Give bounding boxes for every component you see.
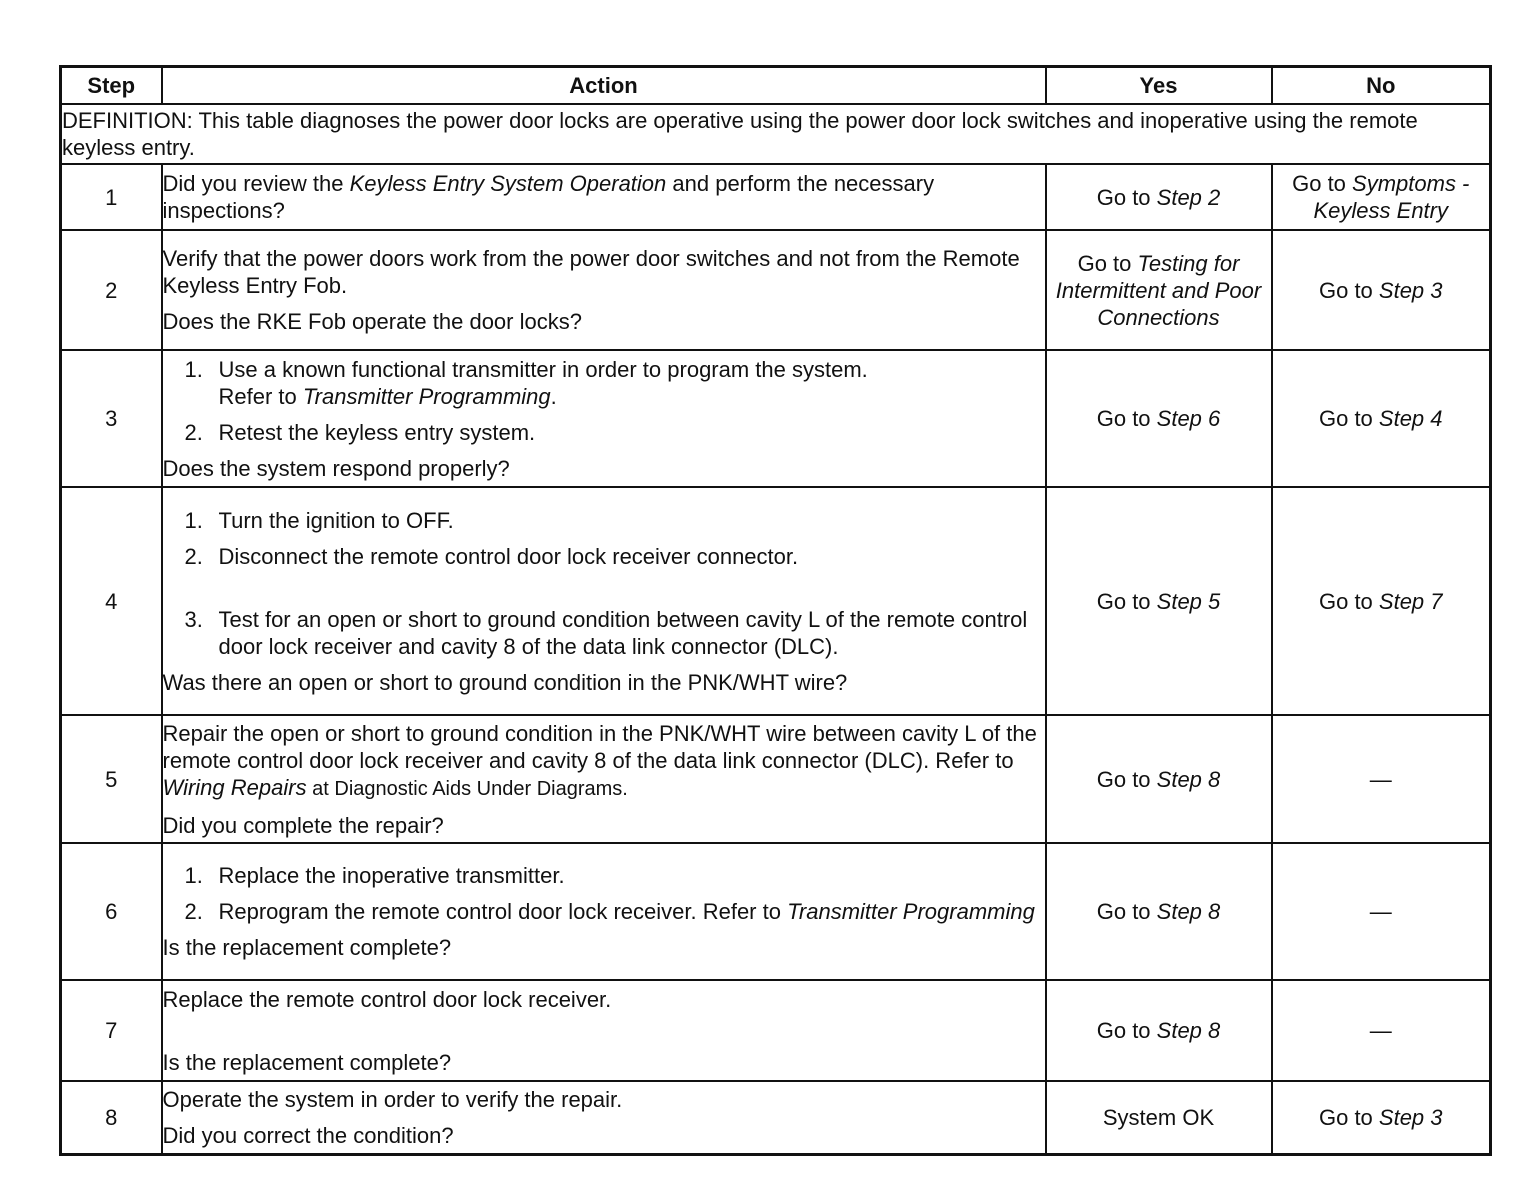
- step-number: 7: [61, 980, 162, 1081]
- yes-cell: Go to Step 8: [1046, 980, 1272, 1081]
- no-cell: —: [1272, 980, 1491, 1081]
- diagnostic-table: [59, 65, 1492, 1156]
- table-row: [61, 164, 1491, 230]
- action-cell: [162, 230, 1046, 350]
- action-text: Replace the remote control door lock receiver.: [162, 986, 612, 1012]
- action-question: Does the RKE Fob operate the door locks?: [162, 309, 582, 334]
- list-item: 2. Disconnect the remote control door lock receiver connector.: [184, 543, 799, 569]
- header-row: [61, 67, 1491, 105]
- step-number: 6: [61, 843, 162, 980]
- table-row: [61, 1081, 1491, 1154]
- header-no: No: [1272, 67, 1491, 105]
- action-question: Did you correct the condition?: [162, 1122, 454, 1148]
- header-step: Step: [61, 67, 162, 105]
- no-cell: Go to Step 7: [1272, 487, 1491, 715]
- action-cell: [162, 487, 1046, 715]
- no-cell: —: [1272, 843, 1491, 980]
- list-item: 1. Replace the inoperative transmitter.: [184, 863, 565, 888]
- yes-cell: Go to Step 5: [1046, 487, 1272, 715]
- step-number: 5: [61, 715, 162, 843]
- action-text: Verify that the power doors work from the power door switches and not from the Remote Keyless Entry Fob.: [162, 246, 1020, 298]
- step-number: 2: [61, 230, 162, 350]
- header-action: Action: [162, 67, 1046, 105]
- no-cell: —: [1272, 715, 1491, 843]
- table-row: [61, 843, 1491, 980]
- action-cell: [162, 1081, 1046, 1154]
- table-row: [61, 980, 1491, 1081]
- step-number: 8: [61, 1081, 162, 1154]
- action-cell: [162, 980, 1046, 1081]
- action-text: Operate the system in order to verify the repair.: [162, 1086, 623, 1112]
- yes-cell: Go to Step 8: [1046, 843, 1272, 980]
- action-question: Did you complete the repair?: [162, 812, 444, 838]
- yes-cell: Go to Step 8: [1046, 715, 1272, 843]
- list-item: 2. Retest the keyless entry system.: [184, 419, 536, 445]
- yes-cell: Go to Testing for Intermittent and Poor Connections: [1046, 230, 1272, 350]
- list-item: 2. Reprogram the remote control door lock receiver. Refer to Transmitter Programming: [184, 899, 1035, 924]
- step-number: 1: [61, 164, 162, 230]
- table-row: [61, 715, 1491, 843]
- list-item: 1. Turn the ignition to OFF.: [184, 507, 454, 533]
- step-number: 3: [61, 350, 162, 487]
- action-cell: [162, 715, 1046, 843]
- action-question: Does the system respond properly?: [162, 455, 510, 481]
- action-cell: [162, 350, 1046, 487]
- list-item: 1. Use a known functional transmitter in order to program the system. Refer to Transmitter Programming.: [184, 356, 868, 409]
- action-cell: [162, 843, 1046, 980]
- definition-row: [61, 104, 1491, 164]
- header-yes: Yes: [1046, 67, 1272, 105]
- action-text: Did you review the Keyless Entry System Operation and perform the necessary inspections?: [162, 171, 935, 223]
- no-cell: Go to Step 4: [1272, 350, 1491, 487]
- no-cell: Go to Step 3: [1272, 1081, 1491, 1154]
- action-question: Is the replacement complete?: [162, 1049, 452, 1075]
- no-cell: Go to Step 3: [1272, 230, 1491, 350]
- step-number: 4: [61, 487, 162, 715]
- no-cell: Go to Symptoms - Keyless Entry: [1272, 164, 1491, 230]
- yes-cell: Go to Step 6: [1046, 350, 1272, 487]
- action-text: Repair the open or short to ground condition in the PNK/WHT wire between cavity L of the remote control door lock receiver and cavity 8 of the data link connector (DLC). Refer to Wiring Repairs at Diagnostic Aids Under Diagrams.: [162, 720, 1037, 800]
- action-cell: [162, 164, 1046, 230]
- table-row: [61, 350, 1491, 487]
- list-item: 3. Test for an open or short to ground condition between cavity L of the remote control door lock receiver and cavity 8 of the data link connector (DLC).: [184, 606, 1028, 659]
- table-row: [61, 230, 1491, 350]
- action-question: Was there an open or short to ground condition in the PNK/WHT wire?: [162, 669, 848, 695]
- yes-cell: Go to Step 2: [1046, 164, 1272, 230]
- yes-cell: System OK: [1046, 1081, 1272, 1154]
- definition-text: DEFINITION: This table diagnoses the power door locks are operative using the power door lock switches and inoperative using the remote keyless entry.: [61, 104, 1491, 164]
- table-row: [61, 487, 1491, 715]
- action-question: Is the replacement complete?: [162, 935, 452, 960]
